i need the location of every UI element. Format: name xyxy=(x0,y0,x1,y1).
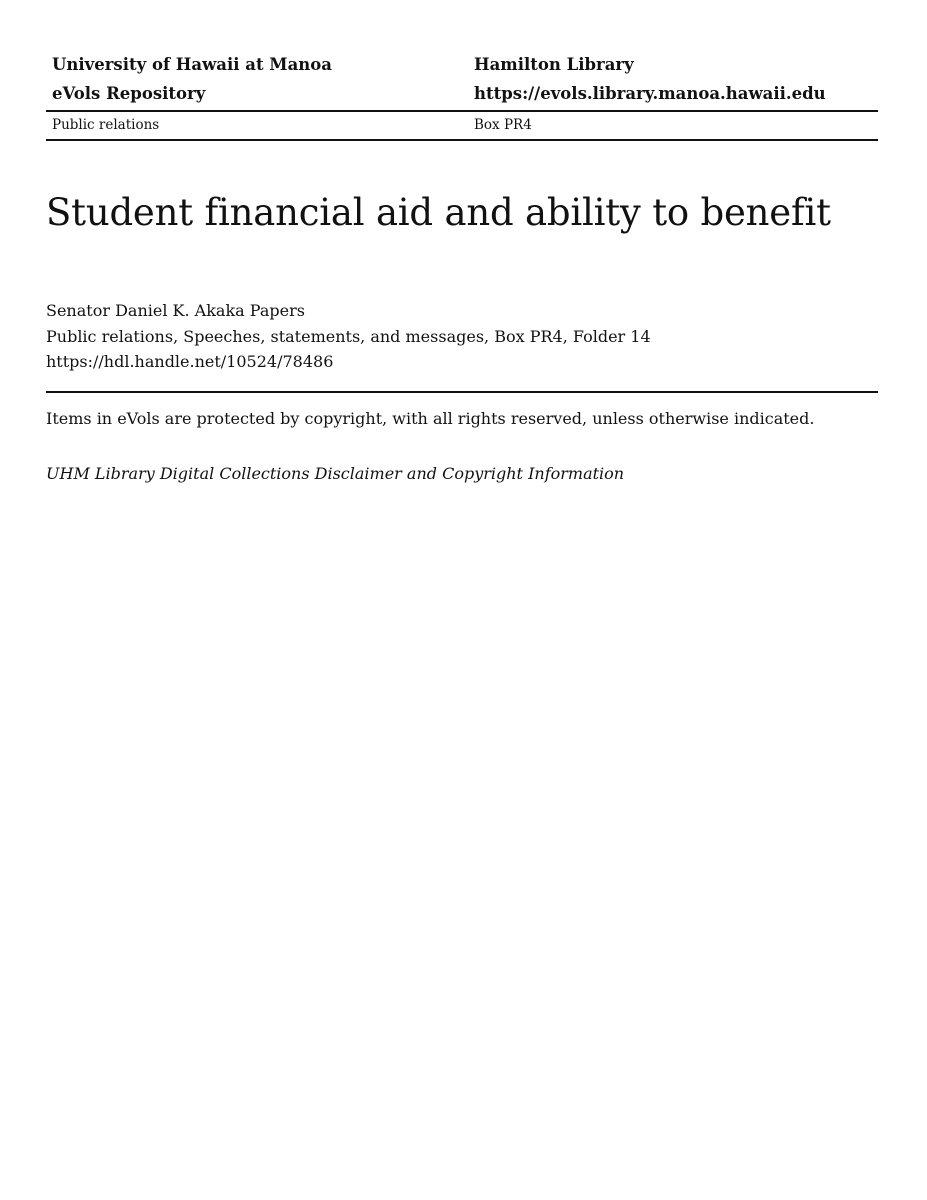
citation-series-line: Public relations, Speeches, statements, and messages, Box PR4, Folder 14 xyxy=(46,326,651,346)
footer-divider xyxy=(46,391,878,393)
header-left-cell xyxy=(46,50,468,108)
handle-url-link[interactable]: https://hdl.handle.net/10524/78486 xyxy=(46,352,334,372)
header-right-cell xyxy=(468,50,878,108)
repository-url-link[interactable]: https://evols.library.manoa.hawaii.edu xyxy=(474,84,826,103)
library-name: Hamilton Library xyxy=(474,55,634,74)
collection-label: Public relations xyxy=(52,117,160,133)
rights-statement: Items in eVols are protected by copyright, with all rights reserved, unless otherwise indicated. xyxy=(46,408,815,428)
document-title: Student financial aid and ability to benefit xyxy=(46,191,831,234)
header-main-row xyxy=(46,45,878,112)
disclaimer-copyright-link[interactable]: UHM Library Digital Collections Disclaimer and Copyright Information xyxy=(46,464,625,484)
box-label: Box PR4 xyxy=(474,117,532,133)
citation-collection-line: Senator Daniel K. Akaka Papers xyxy=(46,301,305,321)
header-sub-row xyxy=(46,112,878,141)
citation-block xyxy=(46,298,878,375)
institution-name: University of Hawaii at Manoa xyxy=(52,55,332,74)
page-header xyxy=(46,45,878,141)
repository-name: eVols Repository xyxy=(52,84,206,103)
